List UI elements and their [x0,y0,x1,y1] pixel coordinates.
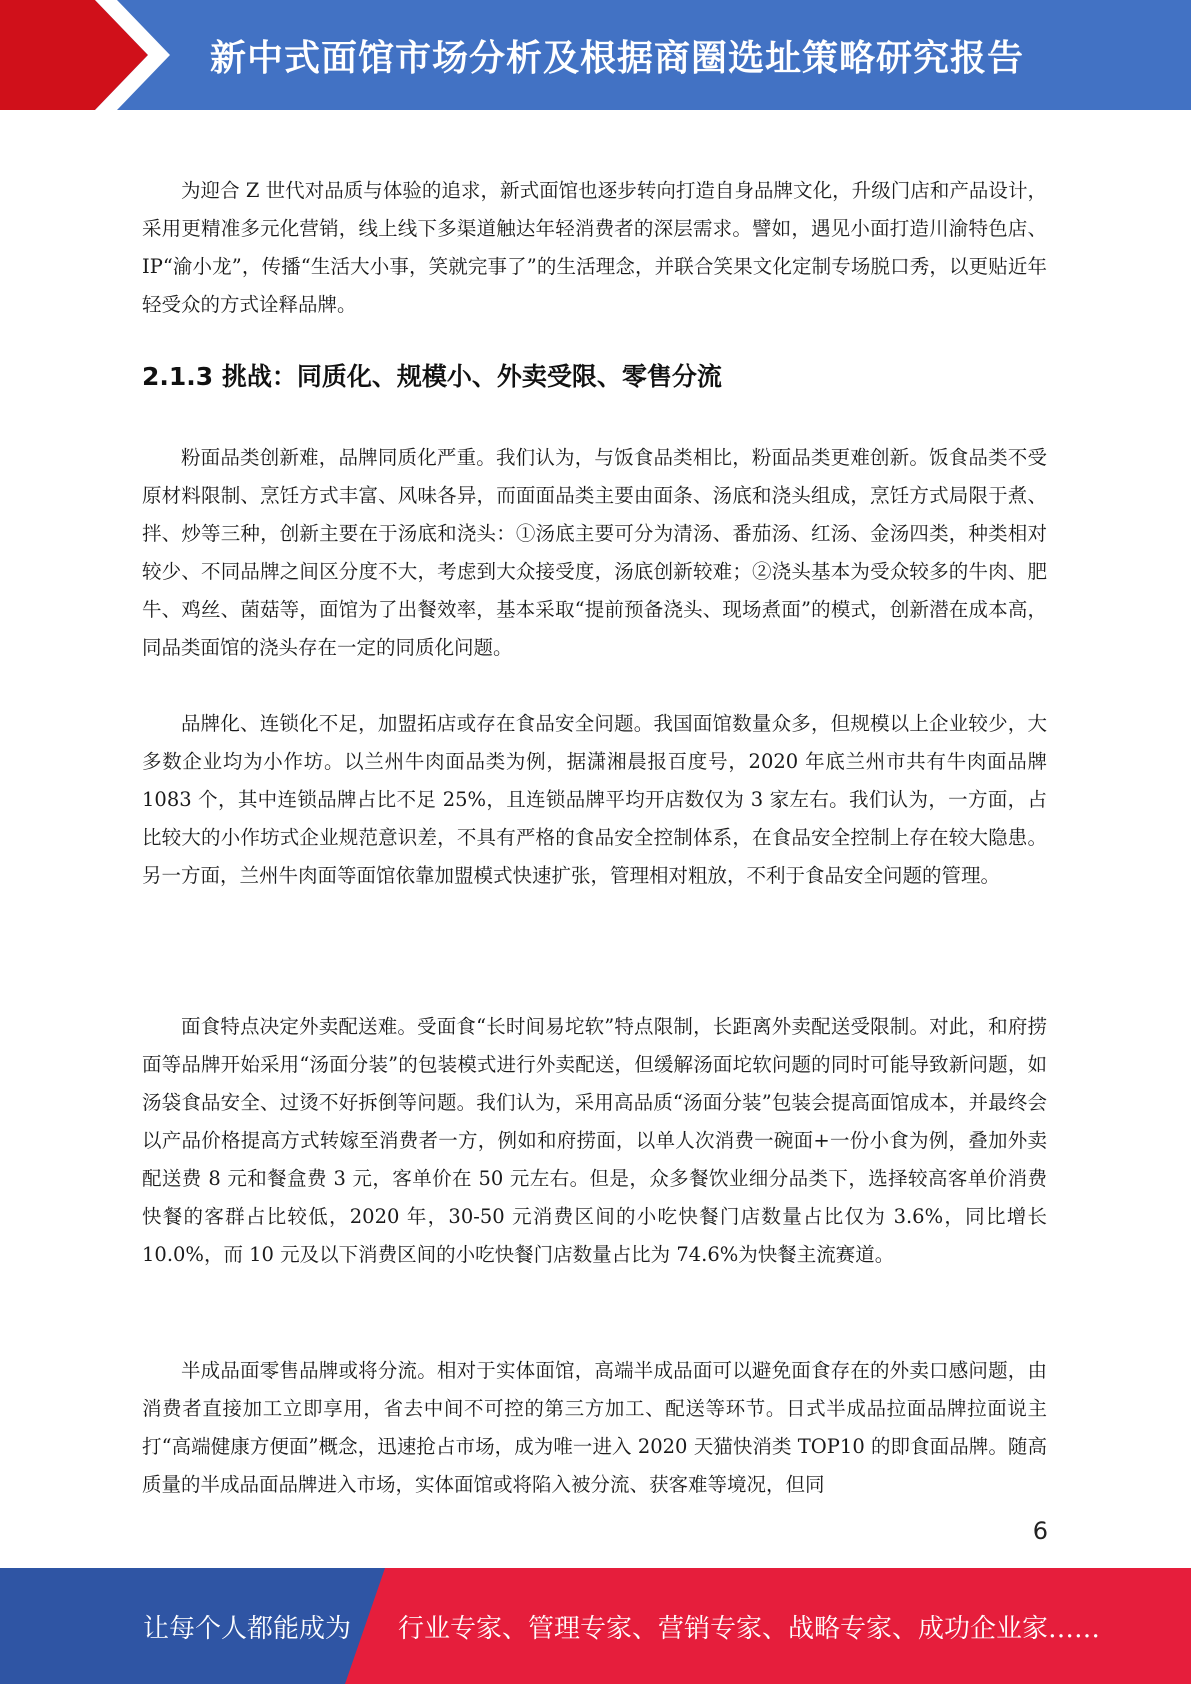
section-heading: 2.1.3 挑战：同质化、规模小、外卖受限、零售分流 [142,362,722,391]
paragraph-delivery-limits: 面食特点决定外卖配送难。受面食“长时间易坨软”特点限制，长距离外卖配送受限制。对此，和府捞面等品牌开始采用“汤面分装”的包装模式进行外卖配送，但缓解汤面坨软问题的同时可能导致新问题，如汤袋食品安全、过烫不好拆倒等问题。我们认为，采用高品质“汤面分装”包装会提高面馆成本，并最终会以产品价格提高方式转嫁至消费者一方，例如和府捞面，以单人次消费一碗面+一份小食为例，叠加外卖配送费 8 元和餐盒费 3 元，客单价在 50 元左右。但是，众多餐饮业细分品类下，选择较高客单价消费快餐的客群占比较低，2020 年，30-50 元消费区间的小吃快餐门店数量占比仅为 3.6%，同比增长 10.0%，而 10 元及以下消费区间的小吃快餐门店数量占比为 74.6%为快餐主流赛道。 [142,1015,1047,1266]
page-header [0,0,1191,110]
paragraph-chain-scale: 品牌化、连锁化不足，加盟拓店或存在食品安全问题。我国面馆数量众多，但规模以上企业较少，大多数企业均为小作坊。以兰州牛肉面品类为例，据潇湘晨报百度号，2020 年底兰州市共有牛肉面品牌 1083 个，其中连锁品牌占比不足 25%，且连锁品牌平均开店数仅为 3 家左右。我们认为，一方面，占比较大的小作坊式企业规范意识差，不具有严格的食品安全控制体系，在食品安全控制上存在较大隐患。另一方面，兰州牛肉面等面馆依靠加盟模式快速扩张，管理相对粗放，不利于食品安全问题的管理。 [142,712,1047,887]
header-arrow-decoration [0,0,230,110]
paragraph-gen-z-branding: 为迎合 Z 世代对品质与体验的追求，新式面馆也逐步转向打造自身品牌文化，升级门店和产品设计，采用更精准多元化营销，线上线下多渠道触达年轻消费者的深层需求。譬如，遇见小面打造川渝特色店、IP“渝小龙”，传播“生活大小事，笑就完事了”的生活理念，并联合笑果文化定制专场脱口秀，以更贴近年轻受众的方式诠释品牌。 [142,179,1047,316]
footer-slogan-left: 让每个人都能成为 [143,1613,352,1644]
page-footer [0,1568,1191,1684]
document-title: 新中式面馆市场分析及根据商圈选址策略研究报告 [210,37,1025,79]
paragraph-retail-diversion: 半成品面零售品牌或将分流。相对于实体面馆，高端半成品面可以避免面食存在的外卖口感问题，由消费者直接加工立即享用，省去中间不可控的第三方加工、配送等环节。日式半成品拉面品牌拉面说主打“高端健康方便面”概念，迅速抢占市场，成为唯一进入 2020 天猫快消类 TOP10 的即食面品牌。随高质量的半成品面品牌进入市场，实体面馆或将陷入被分流、获客难等境况，但同 [142,1359,1047,1496]
paragraph-homogenization: 粉面品类创新难，品牌同质化严重。我们认为，与饭食品类相比，粉面品类更难创新。饭食品类不受原材料限制、烹饪方式丰富、风味各异，而面面品类主要由面条、汤底和浇头组成，烹饪方式局限于煮、拌、炒等三种，创新主要在于汤底和浇头：①汤底主要可分为清汤、番茄汤、红汤、金汤四类，种类相对较少、不同品牌之间区分度不大，考虑到大众接受度，汤底创新较难；②浇头基本为受众较多的牛肉、肥牛、鸡丝、菌菇等，面馆为了出餐效率，基本采取“提前预备浇头、现场煮面”的模式，创新潜在成本高，同品类面馆的浇头存在一定的同质化问题。 [142,446,1047,659]
page-number: 6 [1032,1517,1048,1545]
footer-slogan-right: 行业专家、管理专家、营销专家、战略专家、成功企业家…… [398,1613,1101,1644]
